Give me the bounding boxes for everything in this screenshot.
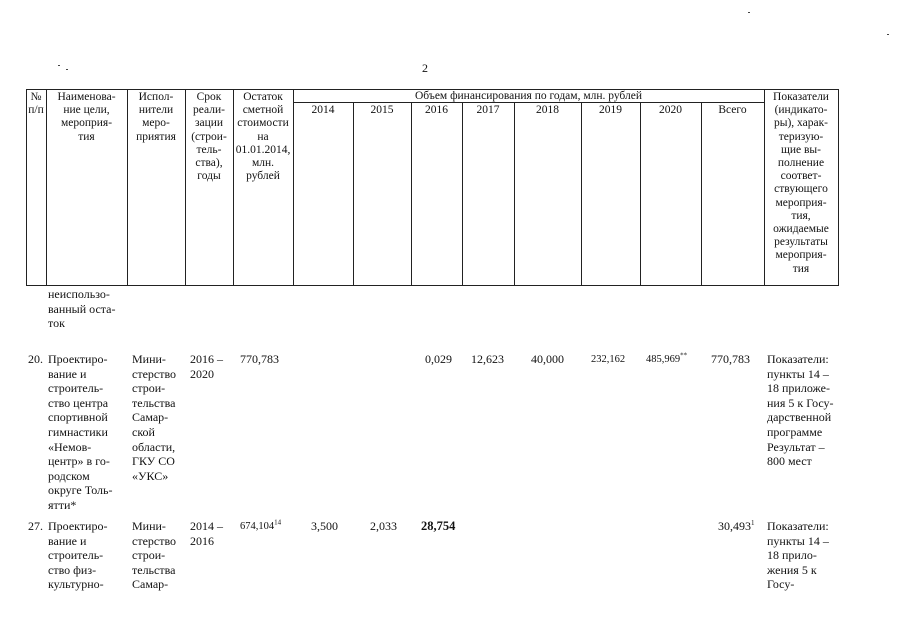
grid-line — [411, 102, 412, 285]
scan-speck — [58, 65, 60, 66]
value-text: 674,104 — [240, 521, 275, 532]
scan-speck — [748, 12, 750, 13]
grid-line — [293, 89, 294, 285]
row-value-2019: 232,162 — [591, 354, 626, 365]
header-number: № п/п — [28, 91, 44, 117]
row-remainder — [240, 520, 281, 534]
header-funding-title: Объем финансирования по годам, млн. рублей — [415, 90, 642, 102]
row-name: Проектиро- вание и строитель- ство центра спортивной гимнастики «Немов- центр» в го- родском округе Толь- ятти* — [48, 352, 113, 512]
grid-line — [353, 102, 354, 285]
row-executors: Мини- стерство строи- тельства Самар- — [132, 519, 177, 592]
header-name: Наименова- ние цели, мероприя- тия — [57, 91, 116, 143]
footnote-mark: 1 — [751, 519, 755, 527]
header-year: 2014 — [311, 104, 335, 116]
row-name: Проектиро- вание и строитель- ство физ- культурно- — [48, 519, 108, 592]
row-number: 20. — [28, 352, 43, 366]
grid-line — [26, 89, 27, 285]
header-remainder: Остаток сметной стоимости на 01.01.2014, млн. рублей — [235, 91, 291, 183]
row-value-2017: 12,623 — [471, 352, 504, 366]
row-value-2018: 40,000 — [531, 352, 564, 366]
value-text: 30,493 — [718, 519, 751, 533]
row-value-2016: 0,029 — [425, 352, 452, 366]
grid-line — [462, 102, 463, 285]
grid-line — [640, 102, 641, 285]
header-term: Срок реали- зации (строи- тель- ства), годы — [191, 91, 227, 183]
header-indicators: Показатели (индикато- ры), харак- теризую- щие вы- полнение соответ- ствующего мероприя- тия, ожидаемые результаты мероприя- тия — [773, 91, 829, 275]
continued-text: неиспользо- ванный оста- ток — [48, 287, 116, 331]
row-value-2016: 28,754 — [421, 519, 456, 533]
header-year: 2016 — [425, 104, 448, 116]
row-value-2014: 3,500 — [311, 519, 338, 533]
row-remainder: 770,783 — [240, 352, 279, 366]
page-number: 2 — [422, 61, 428, 75]
scan-speck — [66, 69, 68, 70]
row-term: 2014 – 2016 — [190, 519, 223, 548]
header-year: 2015 — [370, 104, 394, 116]
footnote-mark: ** — [680, 351, 688, 360]
row-value-2015: 2,033 — [370, 519, 397, 533]
header-year: 2017 — [476, 104, 500, 116]
header-year: 2020 — [659, 104, 682, 116]
row-indicators: Показатели: пункты 14 – 18 приложе- ния 5 к Госу- дарственной программе Результат – 800 мест — [767, 352, 834, 469]
row-total: 770,783 — [711, 352, 750, 366]
row-number: 27. — [28, 519, 43, 533]
row-value-2020 — [646, 353, 687, 367]
scan-speck — [887, 34, 889, 35]
footnote-mark: 14 — [274, 518, 282, 527]
row-executors: Мини- стерство строи- тельства Самар- ской области, ГКУ СО «УКС» — [132, 352, 177, 483]
header-bottom-border — [26, 285, 839, 286]
header-executors: Испол- нители меро- приятия — [136, 91, 176, 143]
row-total — [718, 519, 755, 533]
grid-line — [701, 102, 702, 285]
grid-line — [514, 102, 515, 285]
row-term: 2016 – 2020 — [190, 352, 223, 381]
grid-line — [838, 89, 839, 285]
grid-line — [581, 102, 582, 285]
row-indicators: Показатели: пункты 14 – 18 прило- жения 5 к Госу- — [767, 519, 829, 592]
header-year: 2018 — [536, 104, 559, 116]
header-total: Всего — [718, 104, 747, 116]
value-text: 485,969 — [646, 354, 681, 365]
header-year: 2019 — [599, 104, 622, 116]
